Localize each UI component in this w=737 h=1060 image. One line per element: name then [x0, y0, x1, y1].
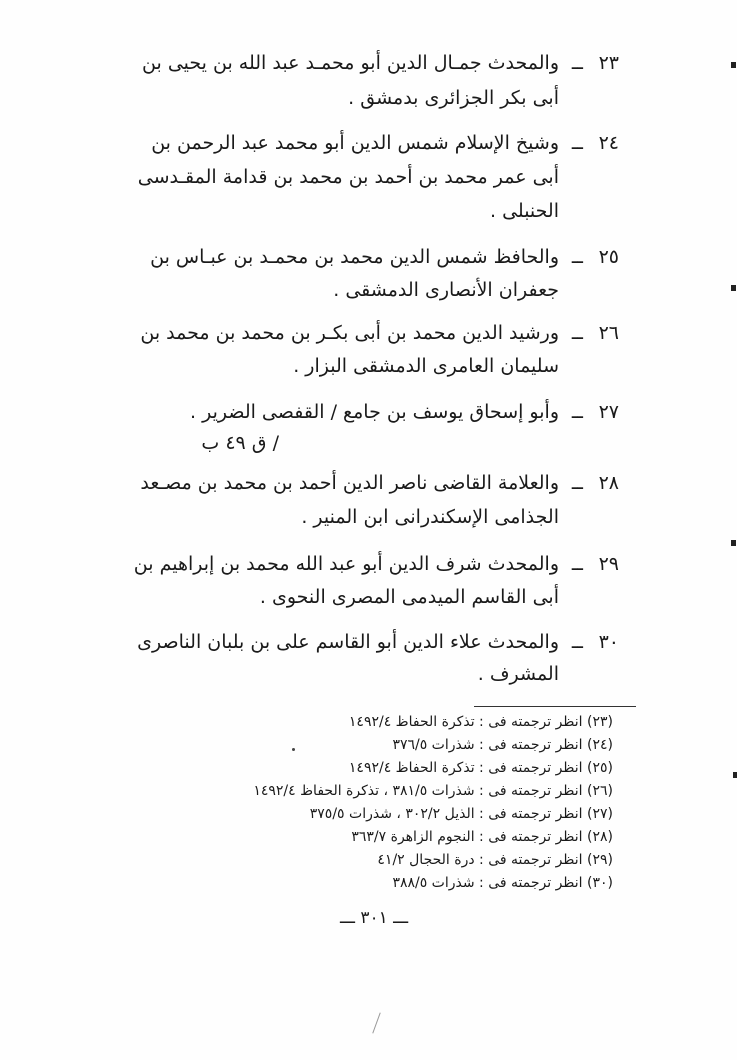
entry-line: أبى بكر الجزائرى بدمشق .: [348, 87, 559, 109]
entry-line: ورشيد الدين محمد بن أبى بكـر بن محمد بن محمد بن: [140, 322, 559, 344]
folio-marker: / ق ٤٩ ب: [201, 432, 279, 454]
entry-line: الجذامى الإسكندرانى ابن المنير .: [301, 506, 559, 528]
margin-mark: [731, 540, 736, 546]
footnote-28: (٢٨) انظر ترجمته فى : النجوم الزاهرة ٣٦٣/٧: [351, 829, 613, 845]
entry-dash: ــ: [571, 631, 583, 653]
entry-dash: ــ: [571, 52, 583, 74]
entry-line: أبى القاسم الميدمى المصرى النحوى .: [259, 586, 559, 608]
margin-mark: [731, 285, 736, 291]
footnote-23: (٢٣) انظر ترجمته فى : تذكرة الحفاظ ١٤٩٢/٤: [348, 714, 613, 730]
footnote-24: (٢٤) انظر ترجمته فى : شذرات ٣٧٦/٥: [392, 737, 613, 753]
entry-line: والمحدث علاء الدين أبو القاسم على بن بلبان الناصرى: [137, 631, 559, 653]
page-number: ـــ ٣٠١ ـــ: [340, 908, 409, 928]
entry-dash: ــ: [571, 322, 583, 344]
entry-number: ٢٨: [598, 472, 619, 494]
footnote-30: (٣٠) انظر ترجمته فى : شذرات ٣٨٨/٥: [392, 875, 613, 891]
entry-line: والمحدث شرف الدين أبو عبد الله محمد بن إبراهيم بن: [133, 553, 559, 575]
entry-dash: ــ: [571, 472, 583, 494]
entry-line: سليمان العامرى الدمشقى البزار .: [293, 355, 559, 377]
entry-line: وأبو إسحاق يوسف بن جامع / القفصى الضرير .: [190, 401, 559, 423]
entry-number: ٢٩: [598, 553, 619, 575]
footnote-27: (٢٧) انظر ترجمته فى : الذيل ٣٠٢/٢ ، شذرات ٣٧٥/٥: [309, 806, 613, 822]
margin-mark: [731, 62, 736, 68]
entry-dash: ــ: [571, 132, 583, 154]
entry-dash: ــ: [571, 553, 583, 575]
entry-dash: ــ: [571, 246, 583, 268]
entry-number: ٢٤: [598, 132, 619, 154]
entry-number: ٣٠: [598, 631, 619, 653]
entry-line: المشرف .: [477, 663, 559, 685]
entry-number: ٢٣: [598, 52, 619, 74]
entry-number: ٢٦: [598, 322, 619, 344]
entry-line: والمحدث جمـال الدين أبو محمـد عبد الله بن يحيى بن: [142, 52, 559, 74]
entry-line: وشيخ الإسلام شمس الدين أبو محمد عبد الرحمن بن: [151, 132, 559, 154]
footnote-separator: [474, 706, 636, 707]
entry-number: ٢٥: [598, 246, 619, 268]
entry-dash: ــ: [571, 401, 583, 423]
entry-line: جعفران الأنصارى الدمشقى .: [333, 279, 559, 301]
entry-line: أبى عمر محمد بن أحمد بن محمد بن قدامة المقـدسى: [137, 166, 559, 188]
ink-speck: [292, 748, 295, 751]
footnote-25: (٢٥) انظر ترجمته فى : تذكرة الحفاظ ١٤٩٢/٤: [348, 760, 613, 776]
paper-scratch: [372, 1012, 380, 1033]
entry-line: والحافظ شمس الدين محمد بن محمـد بن عبـاس بن: [150, 246, 559, 268]
entry-line: الحنبلى .: [489, 200, 559, 222]
footnote-26: (٢٦) انظر ترجمته فى : شذرات ٣٨١/٥ ، تذكرة الحفاظ ١٤٩٢/٤: [253, 783, 613, 799]
margin-mark: [733, 772, 737, 778]
entry-line: والعلامة القاضى ناصر الدين أحمد بن محمد بن مصـعد: [140, 472, 559, 494]
entry-number: ٢٧: [598, 401, 619, 423]
footnote-29: (٢٩) انظر ترجمته فى : درة الحجال ٤١/٢: [377, 852, 613, 868]
